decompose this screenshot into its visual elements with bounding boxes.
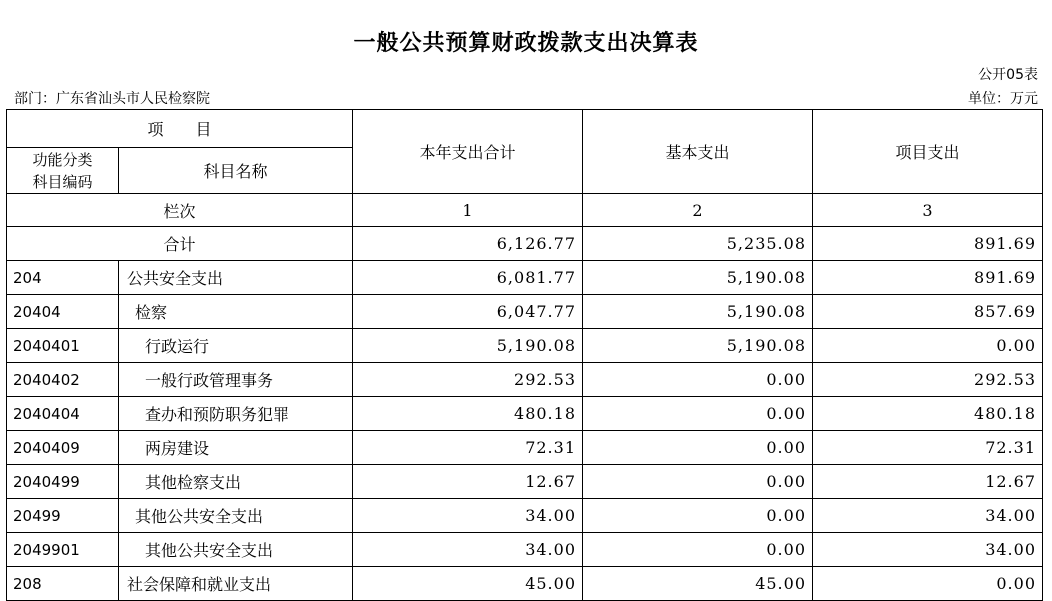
totals-label: 合计 (7, 227, 353, 261)
row-total: 12.67 (353, 465, 583, 499)
form-number: 公开05表 (978, 67, 1038, 83)
header-basic: 基本支出 (583, 110, 813, 194)
row-code: 2040402 (7, 363, 119, 397)
row-code: 2040401 (7, 329, 119, 363)
totals-project: 891.69 (813, 227, 1043, 261)
row-code: 2040404 (7, 397, 119, 431)
row-project: 34.00 (813, 533, 1043, 567)
row-name: 查办和预防职务犯罪 (119, 397, 353, 431)
row-total: 34.00 (353, 499, 583, 533)
row-basic: 5,190.08 (583, 295, 813, 329)
table-row (7, 533, 1043, 567)
row-name: 其他公共安全支出 (119, 533, 353, 567)
row-name: 检察 (119, 295, 353, 329)
row-code: 204 (7, 261, 119, 295)
row-name: 其他检察支出 (119, 465, 353, 499)
row-code: 2040409 (7, 431, 119, 465)
row-name: 社会保障和就业支出 (119, 567, 353, 601)
row-total: 45.00 (353, 567, 583, 601)
row-code: 208 (7, 567, 119, 601)
row-code: 20499 (7, 499, 119, 533)
table-body (7, 261, 1043, 601)
row-project: 480.18 (813, 397, 1043, 431)
row-name: 公共安全支出 (119, 261, 353, 295)
table-row (7, 397, 1043, 431)
row-name: 行政运行 (119, 329, 353, 363)
row-basic: 0.00 (583, 397, 813, 431)
row-project: 12.67 (813, 465, 1043, 499)
header-subject-name: 科目名称 (119, 148, 353, 194)
column-number-1: 1 (353, 194, 583, 227)
row-name: 一般行政管理事务 (119, 363, 353, 397)
department-label: 部门：广东省汕头市人民检察院 (14, 91, 210, 107)
row-project: 72.31 (813, 431, 1043, 465)
row-name: 两房建设 (119, 431, 353, 465)
column-number-3: 3 (813, 194, 1043, 227)
row-total: 72.31 (353, 431, 583, 465)
column-number-2: 2 (583, 194, 813, 227)
header-total: 本年支出合计 (353, 110, 583, 194)
row-project: 891.69 (813, 261, 1043, 295)
header-func-code: 功能分类 科目编码 (7, 148, 119, 194)
row-code: 20404 (7, 295, 119, 329)
table-row (7, 431, 1043, 465)
totals-total: 6,126.77 (353, 227, 583, 261)
row-total: 292.53 (353, 363, 583, 397)
header-project: 项目支出 (813, 110, 1043, 194)
row-project: 0.00 (813, 329, 1043, 363)
row-project: 34.00 (813, 499, 1043, 533)
row-total: 6,047.77 (353, 295, 583, 329)
row-basic: 0.00 (583, 465, 813, 499)
row-code: 2049901 (7, 533, 119, 567)
table-row (7, 499, 1043, 533)
row-project: 0.00 (813, 567, 1043, 601)
row-name: 其他公共安全支出 (119, 499, 353, 533)
totals-basic: 5,235.08 (583, 227, 813, 261)
report-title: 一般公共预算财政拨款支出决算表 (353, 31, 699, 56)
header-item: 项 目 (7, 110, 353, 148)
row-total: 480.18 (353, 397, 583, 431)
row-basic: 5,190.08 (583, 329, 813, 363)
row-basic: 0.00 (583, 363, 813, 397)
row-code: 2040499 (7, 465, 119, 499)
row-basic: 0.00 (583, 431, 813, 465)
table-row (7, 329, 1043, 363)
table-row (7, 295, 1043, 329)
table-row (7, 567, 1043, 601)
row-basic: 5,190.08 (583, 261, 813, 295)
row-total: 6,081.77 (353, 261, 583, 295)
row-total: 34.00 (353, 533, 583, 567)
expenditure-table (6, 109, 1043, 601)
column-label: 栏次 (7, 194, 353, 227)
table-row (7, 465, 1043, 499)
table-row (7, 363, 1043, 397)
table-row (7, 261, 1043, 295)
row-total: 5,190.08 (353, 329, 583, 363)
unit-label: 单位：万元 (968, 91, 1038, 107)
row-project: 857.69 (813, 295, 1043, 329)
row-basic: 45.00 (583, 567, 813, 601)
row-basic: 0.00 (583, 499, 813, 533)
row-basic: 0.00 (583, 533, 813, 567)
row-project: 292.53 (813, 363, 1043, 397)
